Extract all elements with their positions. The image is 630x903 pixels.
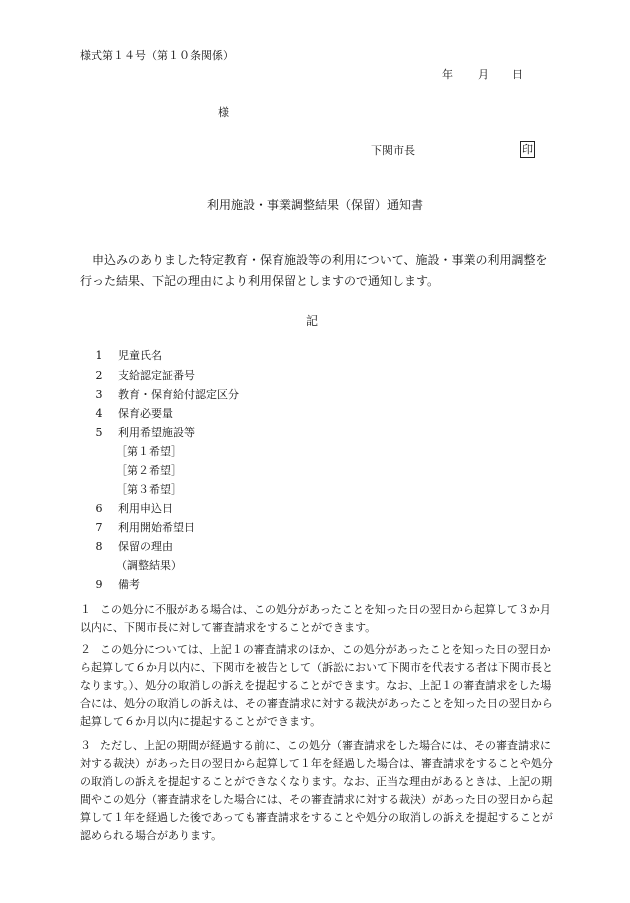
addressee-suffix: 様 xyxy=(218,106,229,119)
list-item-5: 5 利用希望施設等 xyxy=(95,426,195,439)
note-text: この処分に不服がある場合は、この処分があったことを知った日の翌日から起算して３か月以内に、下関市長に対して審査請求をすることができます。 xyxy=(80,603,551,634)
note-3 xyxy=(80,737,555,845)
list-item-2: 2 支給認定証番号 xyxy=(95,369,195,382)
form-number: 様式第１４号（第１０条関係） xyxy=(80,49,234,62)
note-number: ２ xyxy=(80,643,91,656)
list-item-1: 1 児童氏名 xyxy=(95,349,162,362)
list-item-8: 8 保留の理由 xyxy=(95,540,173,553)
list-item-preference-3: ［第３希望］ xyxy=(116,483,182,496)
list-item-adjustment-result: （調整結果） xyxy=(116,559,182,572)
note-1 xyxy=(80,601,555,637)
list-item-6: 6 利用申込日 xyxy=(95,502,173,515)
list-item-preference-2: ［第２希望］ xyxy=(116,464,182,477)
issuer-name: 下関市長 xyxy=(371,144,415,157)
note-number: １ xyxy=(80,603,91,616)
intro-text: 申込みのありました特定教育・保育施設等の利用について、施設・事業の利用調整を行った結果、下記の理由により利用保留としますので通知します。 xyxy=(80,253,548,288)
note-text: この処分については、上記１の審査請求のほか、この処分があったことを知った日の翌日から起算して６か月以内に、下関市を被告として（訴訟において下関市を代表する者は下関市長となります。）、処分の取消しの訴えを提起することができます。なお、上記１の審査請求をした場合には、処分の取消しの訴えは、その審査請求に対する裁決があったことを知った日の翌日から起算して６か月以内に提起することができます。 xyxy=(80,643,553,728)
note-number: ３ xyxy=(80,739,91,752)
list-item-3: 3 教育・保育給付認定区分 xyxy=(95,388,239,401)
list-item-4: 4 保育必要量 xyxy=(95,407,173,420)
intro-paragraph xyxy=(80,250,550,292)
date-day-label: 日 xyxy=(512,68,523,81)
list-item-9: 9 備考 xyxy=(95,578,140,591)
ki-heading: 記 xyxy=(306,314,319,328)
note-text: ただし、上記の期間が経過する前に、この処分（審査請求をした場合には、その審査請求に対する裁決）があった日の翌日から起算して１年を経過した場合は、審査請求をすることや処分の取消しの訴えを提起することができなくなります。なお、正当な理由があるときは、上記の期間やこの処分（審査請求をした場合には、その審査請求に対する裁決）があった日の翌日から起算して１年を経過した後であっても審査請求をすることや処分の取消しの訴えを提起することが認められる場合があります。 xyxy=(80,739,553,842)
seal-box: 印 xyxy=(522,143,533,156)
date-year-label: 年 xyxy=(442,68,453,81)
document-title: 利用施設・事業調整結果（保留）通知書 xyxy=(207,198,424,212)
list-item-preference-1: ［第１希望］ xyxy=(116,445,182,458)
note-2 xyxy=(80,641,555,731)
list-item-7: 7 利用開始希望日 xyxy=(95,521,195,534)
date-month-label: 月 xyxy=(478,68,489,81)
